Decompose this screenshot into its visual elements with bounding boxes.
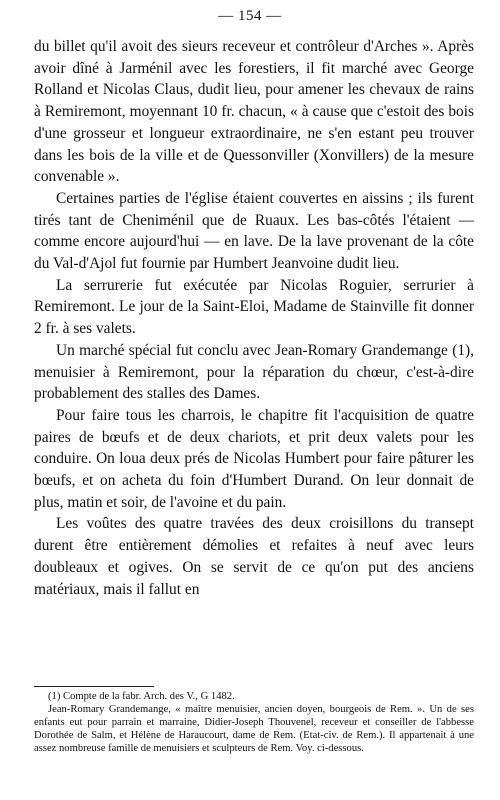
page-number: — 154 — — [218, 8, 282, 24]
paragraph: Un marché spécial fut conclu avec Jean-Romary Grandemange (1), menuisier à Remiremont, pour la réparation du chœur, c'est-à-dire probablement des stalles des Dames. — [34, 341, 474, 403]
paragraph: La serrurerie fut exécutée par Nicolas Roguier, serrurier à Remiremont. Le jour de la Saint-Eloi, Madame de Stainville fit donner 2 fr. à ses valets. — [34, 276, 474, 338]
paragraph: du billet qu'il avoit des sieurs receveur et contrôleur d'Arches ». Après avoir dîné à Jarménil avec les forestiers, il fit marché avec George Rolland et Nicolas Claus, dudit lieu, pour amener les chevaux de rains à Remiremont, moyennant 10 fr. chacun, « à cause que c'estoit des bois d'une grosseur et longueur extraordinaire, ne s'en estant peu trouver dans les bois de la ville et de Quessonviller (Xonvillers) de la mesure convenable ». — [34, 38, 474, 186]
paragraph: Les voûtes des quatre travées des deux croisillons du transept durent être entièrement démolies et refaites à neuf avec leurs doubleaux et ogives. On se servit de ce qu'on put des anciens matériaux, mais il fallut en — [34, 515, 474, 598]
paragraph: Pour faire tous les charrois, le chapitre fit l'acquisition de quatre paires de bœufs et de deux chariots, et prit deux valets pour les conduire. On loua deux prés de Nicolas Humbert pour faire pâturer les bœufs, et on acheta du foin d'Humbert Durand. On leur donnait de plus, matin et soir, de l'avoine et du pain. — [34, 406, 474, 511]
footnote: (1) Compte de la fabr. Arch. des V., G 1482. — [48, 691, 235, 702]
footnote-divider — [34, 686, 154, 687]
footnotes — [34, 686, 474, 755]
body-text — [34, 36, 474, 600]
footnote: Jean-Romary Grandemange, « maître menuisier, ancien doyen, bourgeois de Rem. ». Un de ses enfants eut pour parrain et marraine, Didier-Joseph Thouvenel, receveur et conseiller de l'abbesse Dorothée de Salm, et Hélène de Haraucourt, dame de Rem. (Etat-civ. de Rem.). Il appartenait à une assez nombreuse famille de menuisiers et sculpteurs de Rem. Voy. ci-dessous. — [34, 704, 474, 754]
paragraph: Certaines parties de l'église étaient couvertes en aissins ; ils furent tirés tant de Cheniménil que de Ruaux. Les bas-côtés l'étaient — comme encore aujourd'hui — en lave. De la lave provenant de la côte du Val-d'Ajol fut fournie par Humbert Jeanvoine dudit lieu. — [34, 189, 474, 273]
